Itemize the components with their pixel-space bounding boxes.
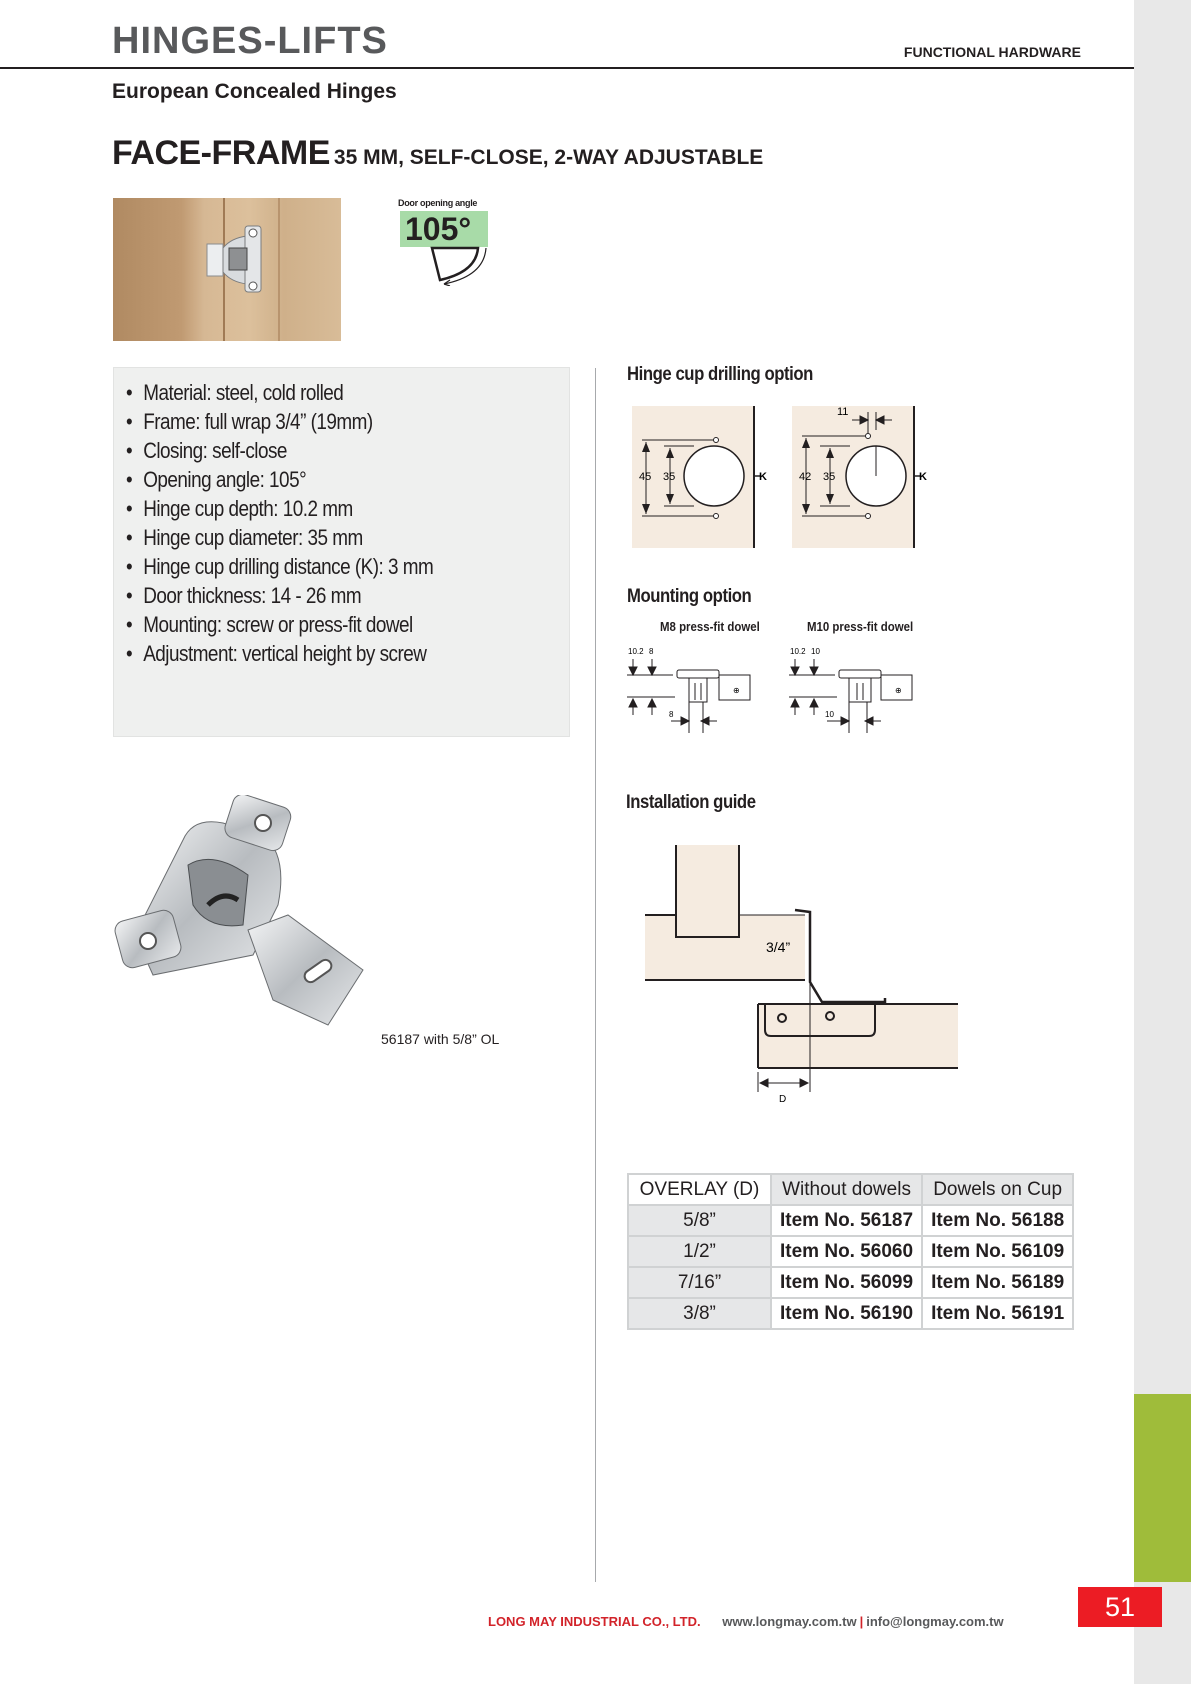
drill2-inner-label: 35 [823,471,836,483]
page-number: 51 [1078,1587,1162,1627]
drill2-outer-label: 42 [799,471,812,483]
company-name: LONG MAY INDUSTRIAL CO., LTD. [488,1614,701,1629]
svg-text:10.2: 10.2 [628,647,644,656]
spec-item: • Hinge cup drilling distance (K): 3 mm [126,554,434,579]
item-cell: Item No. 56187 [771,1205,922,1236]
overlay-cell: 1/2” [628,1236,771,1267]
mounting-diagram [625,645,925,735]
category-title: European Concealed Hinges [112,80,397,103]
overlay-d-label: D [779,1094,787,1105]
product-title [112,134,763,173]
spec-item: • Hinge cup diameter: 35 mm [126,525,363,550]
drill2-k-label: K [919,471,927,483]
table-header-row [628,1174,1073,1205]
drilling-option-1 [632,406,767,548]
table-row [628,1205,1073,1236]
spec-item: • Door thickness: 14 - 26 mm [126,583,362,608]
website-link[interactable]: www.longmay.com.tw [722,1614,857,1629]
spec-list [114,368,569,668]
frame-thickness-label: 3/4” [766,939,791,955]
product-photo-caption: 56187 with 5/8” OL [381,1031,500,1047]
mounting-option-title: Mounting option [627,586,752,607]
overlay-cell: 3/8” [628,1298,771,1329]
item-cell: Item No. 56188 [922,1205,1073,1236]
footer [488,1614,1004,1629]
mounting-m8 [627,647,750,733]
col-header-dowels-on-cup: Dowels on Cup [922,1174,1073,1205]
mounting-option-1-label: M8 press-fit dowel [660,619,760,634]
svg-text:8: 8 [649,647,654,656]
drill1-outer-label: 45 [639,471,652,483]
svg-text:⊕: ⊕ [895,686,902,695]
drill1-k-label: K [759,471,767,483]
drilling-diagram [630,400,930,552]
spec-item: • Hinge cup depth: 10.2 mm [126,496,353,521]
installed-hinge-photo [113,198,341,341]
column-divider [595,368,596,1582]
drill1-inner-label: 35 [663,471,676,483]
spec-item: • Opening angle: 105° [126,467,307,492]
col-header-without-dowels: Without dowels [771,1174,922,1205]
svg-text:10.2: 10.2 [790,647,806,656]
door-opening-caption: Door opening angle [398,198,478,208]
spec-item: • Adjustment: vertical height by screw [126,641,427,666]
svg-text:8: 8 [669,710,674,719]
drilling-option-title: Hinge cup drilling option [627,364,813,385]
spec-item: • Material: steel, cold rolled [126,380,344,405]
table-row [628,1236,1073,1267]
spec-panel [113,367,570,737]
table-row [628,1298,1073,1329]
item-cell: Item No. 56109 [922,1236,1073,1267]
header-divider [0,67,1134,69]
spec-item: • Closing: self-close [126,438,287,463]
section-tag: FUNCTIONAL HARDWARE [903,44,1081,60]
overlay-cell: 5/8” [628,1205,771,1236]
section-color-tab [1134,1394,1191,1582]
table-row [628,1267,1073,1298]
drilling-option-2 [792,406,927,548]
item-cell: Item No. 56191 [922,1298,1073,1329]
mounting-option-2-label: M10 press-fit dowel [807,619,914,634]
door-opening-angle: 105° [400,211,488,247]
overlay-cell: 7/16” [628,1267,771,1298]
footer-separator: | [859,1614,864,1629]
item-cell: Item No. 56099 [771,1267,922,1298]
product-title-sub: 35 MM, SELF-CLOSE, 2-WAY ADJUSTABLE [333,146,764,169]
door-swing-icon [430,246,496,286]
svg-text:⊕: ⊕ [733,686,740,695]
spec-item: • Mounting: screw or press-fit dowel [126,612,413,637]
item-cell: Item No. 56060 [771,1236,922,1267]
svg-text:10: 10 [825,710,834,719]
item-cell: Item No. 56190 [771,1298,922,1329]
email-link[interactable]: info@longmay.com.tw [866,1614,1004,1629]
svg-text:10: 10 [811,647,820,656]
mounting-m10 [789,647,912,733]
item-cell: Item No. 56189 [922,1267,1073,1298]
installation-guide-title: Installation guide [626,792,756,813]
spec-item: • Frame: full wrap 3/4” (19mm) [126,409,373,434]
product-title-main: FACE-FRAME [112,134,330,172]
overlay-item-table [627,1173,1074,1330]
col-header-overlay: OVERLAY (D) [628,1174,771,1205]
section-title: HINGES-LIFTS [112,20,388,62]
drill2-offset-label: 11 [837,406,849,418]
installation-diagram [640,840,960,1110]
hinge-product-photo [113,795,393,1045]
